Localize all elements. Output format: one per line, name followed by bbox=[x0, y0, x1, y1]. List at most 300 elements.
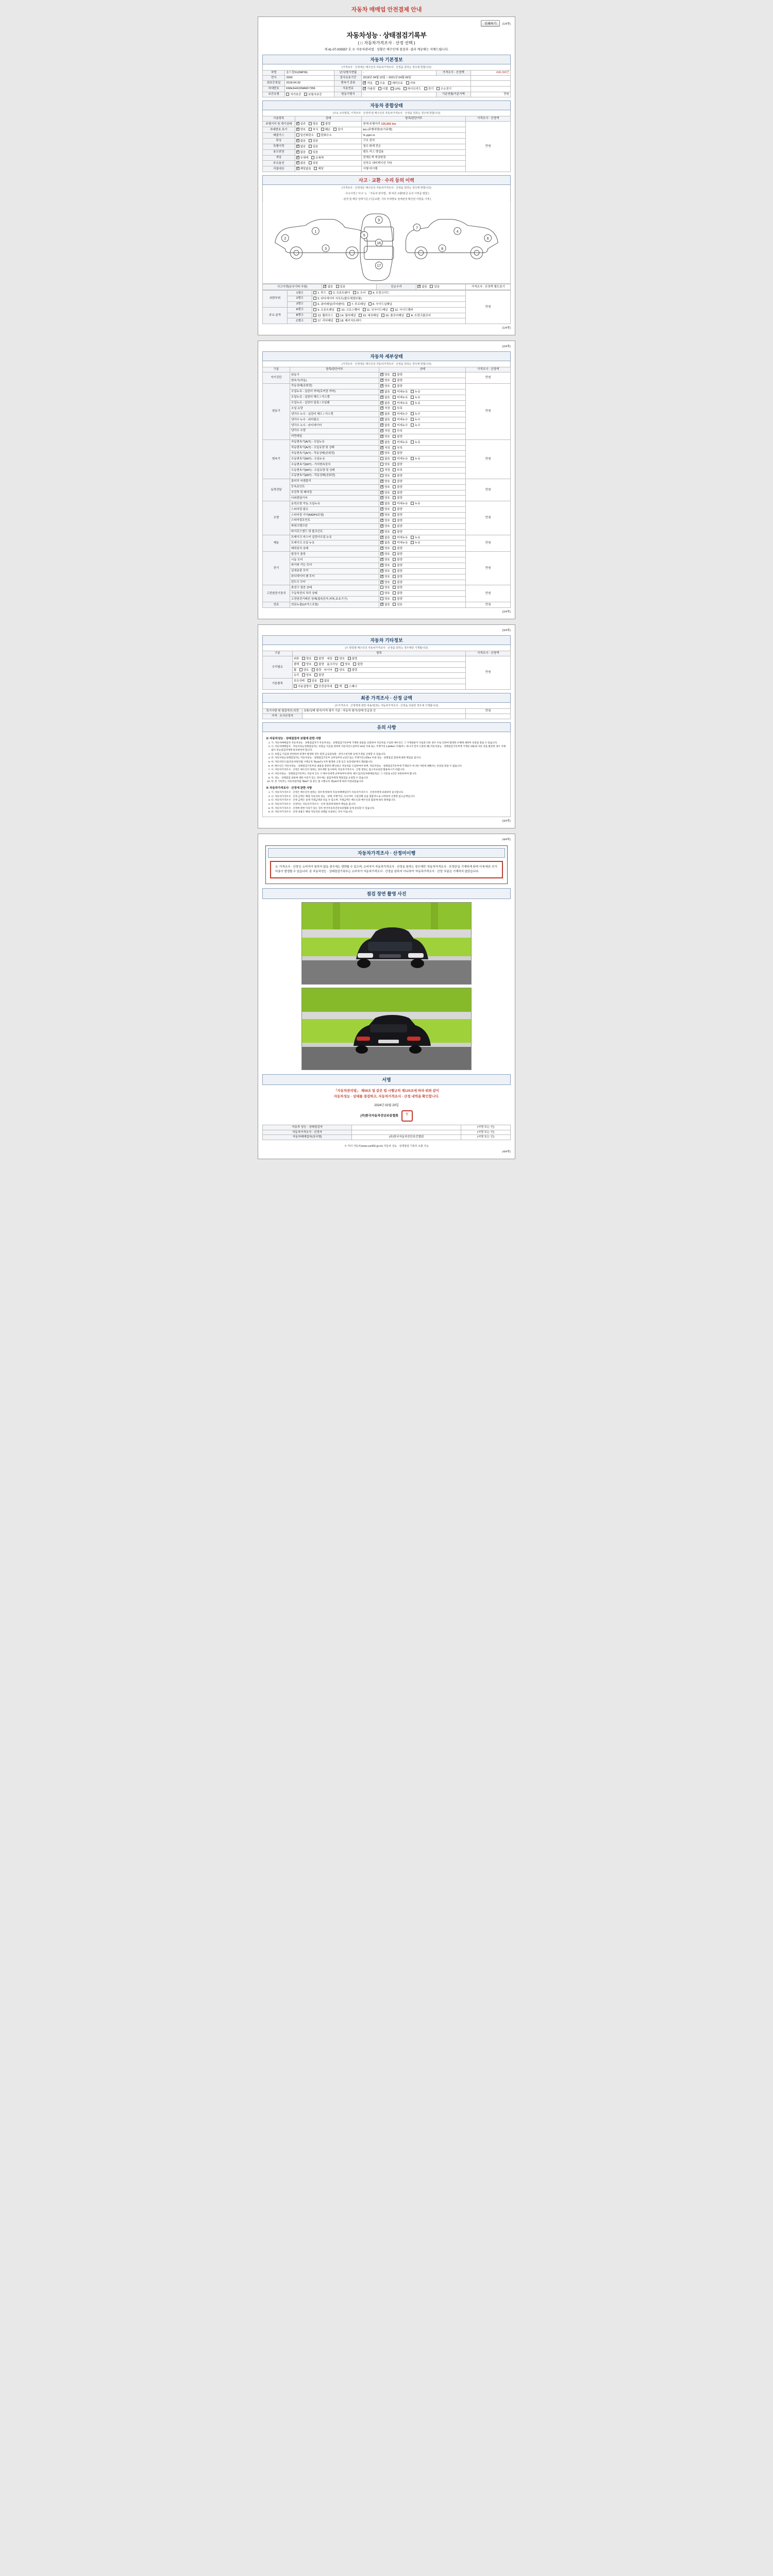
part-item[interactable]: 6. 쿼터패널(리어팬더) bbox=[313, 302, 344, 307]
part-item[interactable]: 11. 인사이드패널 bbox=[363, 308, 388, 312]
print-button[interactable]: 인쇄하기 bbox=[481, 20, 500, 27]
checkbox-icon[interactable] bbox=[380, 406, 383, 410]
checkbox-icon[interactable] bbox=[391, 87, 394, 90]
opt-1[interactable]: 양호 bbox=[335, 668, 345, 672]
opt-1[interactable]: ✓ 없음 bbox=[380, 390, 390, 394]
opt-2[interactable]: 있음 bbox=[393, 603, 402, 607]
checkbox-icon[interactable] bbox=[296, 150, 299, 154]
opt-3[interactable]: 누유 bbox=[411, 396, 421, 400]
opt[interactable]: 훼손 bbox=[321, 128, 331, 132]
checkbox-icon[interactable] bbox=[393, 468, 396, 471]
opt-1[interactable]: ✓ 양호 bbox=[380, 513, 390, 517]
opt-2[interactable]: 불량 bbox=[393, 474, 402, 478]
checkbox-icon[interactable] bbox=[309, 150, 312, 154]
checkbox-icon[interactable] bbox=[411, 502, 414, 505]
opt-bad[interactable]: 불량 bbox=[393, 373, 402, 377]
checkbox-icon[interactable] bbox=[393, 396, 396, 399]
opt-1[interactable]: ✓ 양호 bbox=[380, 564, 390, 568]
checkbox-icon[interactable] bbox=[406, 81, 409, 84]
part-item[interactable]: 4. 트렁크리드 bbox=[368, 291, 390, 295]
checkbox-icon[interactable] bbox=[296, 145, 299, 148]
opt-3[interactable]: 누수 bbox=[411, 423, 421, 428]
checkbox-icon[interactable] bbox=[323, 285, 326, 288]
checkbox-icon[interactable] bbox=[380, 480, 383, 483]
opt-2[interactable]: 불량 bbox=[393, 597, 402, 601]
opt-2[interactable]: 불량 bbox=[393, 530, 402, 534]
checkbox-icon[interactable] bbox=[393, 575, 396, 578]
part-item[interactable]: 16. 플로어패널 bbox=[381, 314, 404, 318]
opt-1[interactable]: ✓ 양호 bbox=[380, 575, 390, 579]
checkbox-icon[interactable] bbox=[380, 552, 383, 555]
checkbox-icon[interactable] bbox=[417, 285, 421, 288]
opt-1[interactable]: ✓ 없음 bbox=[380, 502, 390, 506]
opt-1[interactable]: ✓ 양호 bbox=[380, 552, 390, 556]
option-manual[interactable]: 수동 bbox=[376, 81, 385, 86]
checkbox-icon[interactable] bbox=[393, 390, 396, 393]
part-item[interactable]: 9. 프론트패널 bbox=[313, 308, 334, 312]
checkbox-icon[interactable] bbox=[296, 139, 299, 142]
opt[interactable]: ✓ 없음 bbox=[296, 150, 306, 155]
checkbox-icon[interactable] bbox=[380, 597, 383, 600]
opt-2[interactable]: 미세누유 bbox=[393, 401, 408, 405]
checkbox-icon[interactable] bbox=[424, 87, 427, 90]
checkbox-icon[interactable] bbox=[314, 663, 317, 666]
opt-2[interactable]: 부족 bbox=[393, 468, 402, 472]
checkbox-icon[interactable] bbox=[393, 384, 396, 387]
opt-2[interactable]: 미세누유 bbox=[393, 536, 408, 540]
opt-good[interactable]: ✓ 양호 bbox=[380, 373, 390, 377]
checkbox-icon[interactable] bbox=[393, 373, 396, 376]
part-item[interactable]: 18. 패키지트레이 bbox=[336, 319, 361, 323]
opt-2[interactable]: 미세누유 bbox=[393, 541, 408, 545]
opt-1[interactable]: 양호 bbox=[302, 663, 312, 667]
opt-2[interactable]: 불량 bbox=[314, 663, 324, 667]
checkbox-icon[interactable] bbox=[347, 302, 350, 306]
checkbox-icon[interactable] bbox=[393, 597, 396, 600]
opt[interactable]: 있음 bbox=[309, 161, 318, 165]
opt-1[interactable]: ✓ 양호 bbox=[380, 524, 390, 529]
part-item[interactable]: 5. 라디에이터 서포트(볼트체결부품) bbox=[313, 297, 362, 301]
checkbox-icon[interactable] bbox=[393, 586, 396, 589]
opt-1[interactable]: ✓ 적정 bbox=[380, 406, 390, 411]
checkbox-icon[interactable] bbox=[393, 429, 396, 432]
checkbox-icon[interactable] bbox=[380, 603, 383, 606]
opt-1[interactable]: 양호 bbox=[302, 673, 312, 677]
checkbox-icon[interactable] bbox=[380, 390, 383, 393]
checkbox-icon[interactable] bbox=[335, 685, 338, 688]
checkbox-icon[interactable] bbox=[296, 156, 299, 159]
checkbox-icon[interactable] bbox=[336, 285, 339, 288]
opt-3[interactable]: 누유 bbox=[411, 390, 421, 394]
checkbox-icon[interactable] bbox=[302, 663, 305, 666]
checkbox-icon[interactable] bbox=[313, 314, 316, 317]
opt-2[interactable]: 미세누수 bbox=[393, 423, 408, 428]
opt[interactable]: 일산화탄소 bbox=[296, 133, 314, 138]
checkbox-icon[interactable] bbox=[380, 468, 383, 471]
opt-2[interactable]: 불량 bbox=[393, 519, 402, 523]
checkbox-icon[interactable] bbox=[393, 581, 396, 584]
opt-2[interactable]: 불량 bbox=[393, 586, 402, 590]
opt-1[interactable]: 양호 bbox=[302, 657, 312, 661]
checkbox-icon[interactable] bbox=[378, 87, 381, 90]
part-item[interactable]: 13. 휠하우스 bbox=[313, 314, 333, 318]
checkbox-icon[interactable] bbox=[411, 423, 414, 427]
checkbox-icon[interactable] bbox=[380, 373, 383, 376]
checkbox-icon[interactable] bbox=[314, 167, 317, 170]
opt-2[interactable]: 미세누수 bbox=[393, 418, 408, 422]
checkbox-icon[interactable] bbox=[380, 519, 383, 522]
opt-1[interactable]: ✓ 없음 bbox=[380, 541, 390, 545]
opt-1[interactable]: ✓ 없음 bbox=[380, 412, 390, 416]
opt-2[interactable]: 불량 bbox=[393, 591, 402, 596]
opt-1[interactable]: ✓ 없음 bbox=[380, 418, 390, 422]
checkbox-icon[interactable] bbox=[393, 502, 396, 505]
opt-3[interactable]: 누수 bbox=[411, 412, 421, 416]
checkbox-icon[interactable] bbox=[336, 314, 339, 317]
checkbox-icon[interactable] bbox=[313, 302, 316, 306]
opt-2[interactable]: 불량 bbox=[393, 575, 402, 579]
checkbox-icon[interactable] bbox=[296, 133, 299, 137]
checkbox-icon[interactable] bbox=[380, 384, 383, 387]
checkbox-icon[interactable] bbox=[309, 122, 312, 125]
opt-2[interactable]: 부족 bbox=[393, 429, 402, 433]
checkbox-icon[interactable] bbox=[314, 657, 317, 660]
option-electric[interactable]: 전기 bbox=[424, 87, 434, 91]
option-other[interactable]: 기타 bbox=[406, 81, 416, 86]
opt-2[interactable]: 불량 bbox=[393, 558, 402, 562]
checkbox-icon[interactable] bbox=[320, 679, 323, 682]
opt-2[interactable]: 불량 bbox=[393, 463, 402, 467]
opt-3[interactable]: 누유 bbox=[411, 541, 421, 545]
part-item[interactable]: 7. 루프패널 bbox=[347, 302, 365, 307]
checkbox-icon[interactable] bbox=[309, 161, 312, 164]
checkbox-icon[interactable] bbox=[304, 93, 307, 96]
checkbox-icon[interactable] bbox=[393, 524, 396, 528]
checkbox-icon[interactable] bbox=[380, 379, 383, 382]
checkbox-icon[interactable] bbox=[393, 412, 396, 415]
opt-2[interactable]: 불량 bbox=[393, 552, 402, 556]
checkbox-icon[interactable] bbox=[393, 440, 396, 444]
checkbox-icon[interactable] bbox=[393, 401, 396, 404]
checkbox-icon[interactable] bbox=[393, 457, 396, 460]
checkbox-icon[interactable] bbox=[286, 93, 289, 96]
opt-2[interactable]: 불량 bbox=[393, 480, 402, 484]
opt-2[interactable]: 불량 bbox=[393, 491, 402, 495]
opt-2[interactable]: 미세누유 bbox=[393, 502, 408, 506]
opt-1[interactable]: 양호 bbox=[380, 463, 390, 467]
checkbox-icon[interactable] bbox=[380, 586, 383, 589]
checkbox-icon[interactable] bbox=[393, 558, 396, 561]
checkbox-icon[interactable] bbox=[299, 668, 303, 671]
option-lpg[interactable]: LPG bbox=[391, 87, 400, 91]
opt-1[interactable]: 양호 bbox=[335, 657, 345, 661]
checkbox-icon[interactable] bbox=[341, 663, 344, 666]
opt[interactable]: ✓ 무채색 bbox=[296, 156, 309, 160]
opt-good[interactable]: ✓ 양호 bbox=[380, 379, 390, 383]
checkbox-icon[interactable] bbox=[393, 591, 396, 595]
checkbox-icon[interactable] bbox=[411, 541, 414, 544]
checkbox-icon[interactable] bbox=[302, 673, 305, 676]
option-self-warranty[interactable]: 자가보증 bbox=[286, 93, 301, 97]
opt[interactable]: 해당 bbox=[314, 167, 324, 171]
opt-1[interactable]: 양호 bbox=[380, 586, 390, 590]
part-item[interactable]: 12. 사이드멤버 bbox=[391, 308, 413, 312]
checkbox-icon[interactable] bbox=[308, 679, 311, 682]
opt[interactable]: 상이 bbox=[333, 128, 343, 132]
checkbox-icon[interactable] bbox=[393, 480, 396, 483]
opt-1[interactable]: ✓ 없음 bbox=[380, 401, 390, 405]
checkbox-icon[interactable] bbox=[388, 81, 391, 84]
opt-2[interactable]: 불량 bbox=[314, 657, 324, 661]
checkbox-icon[interactable] bbox=[393, 496, 396, 499]
checkbox-icon[interactable] bbox=[411, 536, 414, 539]
opt-1[interactable]: ✓ 없음 bbox=[380, 603, 390, 607]
checkbox-icon[interactable] bbox=[380, 530, 383, 533]
opt-1[interactable]: 없음 bbox=[380, 457, 390, 461]
opt-none[interactable]: ✓ 없음 bbox=[323, 285, 333, 289]
opt-1[interactable]: ✓ 양호 bbox=[380, 558, 390, 562]
checkbox-icon[interactable] bbox=[393, 541, 396, 544]
checkbox-icon[interactable] bbox=[333, 128, 337, 131]
checkbox-icon[interactable] bbox=[380, 491, 383, 494]
checkbox-icon[interactable] bbox=[411, 412, 414, 415]
opt-spanner[interactable]: 스패너 bbox=[345, 685, 357, 689]
opt[interactable]: ✓ 없음 bbox=[296, 145, 306, 149]
checkbox-icon[interactable] bbox=[380, 435, 383, 438]
checkbox-icon[interactable] bbox=[321, 128, 324, 131]
opt-2[interactable]: 부족 bbox=[393, 406, 402, 411]
checkbox-icon[interactable] bbox=[314, 685, 317, 688]
checkbox-icon[interactable] bbox=[411, 396, 414, 399]
opt-2[interactable]: 불량 bbox=[393, 435, 402, 439]
checkbox-icon[interactable] bbox=[368, 291, 372, 294]
opt-2[interactable]: 미세누유 bbox=[393, 457, 408, 461]
checkbox-icon[interactable] bbox=[380, 440, 383, 444]
checkbox-icon[interactable] bbox=[348, 668, 351, 671]
checkbox-icon[interactable] bbox=[296, 167, 299, 170]
part-item[interactable]: 10. 크로스멤버 bbox=[337, 308, 360, 312]
checkbox-icon[interactable] bbox=[393, 530, 396, 533]
opt-3[interactable]: 누유 bbox=[411, 440, 421, 445]
opt[interactable]: 부식 bbox=[309, 128, 318, 132]
checkbox-icon[interactable] bbox=[380, 541, 383, 544]
checkbox-icon[interactable] bbox=[309, 145, 312, 148]
checkbox-icon[interactable] bbox=[380, 558, 383, 561]
opt[interactable]: 불량 bbox=[321, 122, 331, 126]
opt-2[interactable]: 불량 bbox=[393, 507, 402, 512]
opt-3[interactable]: 누유 bbox=[411, 502, 421, 506]
checkbox-icon[interactable] bbox=[294, 685, 297, 688]
opt-1[interactable]: ✓ 없음 bbox=[380, 536, 390, 540]
part-item[interactable]: 15. 대쉬패널 bbox=[359, 314, 378, 318]
opt-1[interactable]: ✓ 양호 bbox=[380, 451, 390, 455]
checkbox-icon[interactable] bbox=[393, 423, 396, 427]
option-insurer-warranty[interactable]: 보험사보증 bbox=[304, 93, 322, 97]
checkbox-icon[interactable] bbox=[348, 657, 351, 660]
opt-2[interactable]: 불량 bbox=[393, 524, 402, 529]
checkbox-icon[interactable] bbox=[411, 401, 414, 404]
checkbox-icon[interactable] bbox=[393, 564, 396, 567]
opt-1[interactable]: ✓ 양호 bbox=[380, 480, 390, 484]
checkbox-icon[interactable] bbox=[313, 319, 316, 322]
option-auto[interactable]: ✓ 자동 bbox=[363, 81, 373, 86]
checkbox-icon[interactable] bbox=[391, 308, 394, 311]
opt-2[interactable]: 불량 bbox=[348, 657, 358, 661]
opt[interactable]: 탄화수소 bbox=[317, 133, 332, 138]
checkbox-icon[interactable] bbox=[393, 552, 396, 555]
checkbox-icon[interactable] bbox=[407, 314, 410, 317]
opt[interactable]: ✓ 실주 bbox=[296, 122, 306, 126]
opt-triangle[interactable]: 안전삼각대 bbox=[314, 685, 332, 689]
option-hydrogen[interactable]: 수소전기 bbox=[436, 87, 451, 91]
opt-2[interactable]: 불량 bbox=[312, 668, 322, 672]
opt-2[interactable]: 불량 bbox=[353, 663, 363, 667]
checkbox-icon[interactable] bbox=[309, 139, 312, 142]
checkbox-icon[interactable] bbox=[380, 581, 383, 584]
checkbox-icon[interactable] bbox=[353, 291, 356, 294]
opt[interactable]: ✓ 해당없음 bbox=[296, 167, 311, 171]
option-semi[interactable]: 세미오토 bbox=[388, 81, 403, 86]
opt-2[interactable]: 미세누유 bbox=[393, 390, 408, 394]
opt-2[interactable]: 불량 bbox=[393, 513, 402, 517]
opt-1[interactable]: ✓ 양호 bbox=[380, 384, 390, 388]
part-item[interactable]: 17. 리어패널 bbox=[313, 319, 333, 323]
checkbox-icon[interactable] bbox=[393, 406, 396, 410]
option-diesel[interactable]: 디젤 bbox=[378, 87, 388, 91]
opt[interactable]: 양호 bbox=[309, 122, 318, 126]
checkbox-icon[interactable] bbox=[313, 297, 316, 300]
checkbox-icon[interactable] bbox=[376, 81, 379, 84]
checkbox-icon[interactable] bbox=[393, 536, 396, 539]
checkbox-icon[interactable] bbox=[393, 491, 396, 494]
option-gasoline[interactable]: ✓ 가솔린 bbox=[363, 87, 375, 91]
opt-2[interactable]: 미세누유 bbox=[393, 440, 408, 445]
checkbox-icon[interactable] bbox=[317, 133, 320, 137]
checkbox-icon[interactable] bbox=[393, 463, 396, 466]
checkbox-icon[interactable] bbox=[404, 87, 407, 90]
checkbox-icon[interactable] bbox=[313, 291, 316, 294]
checkbox-icon[interactable] bbox=[368, 302, 372, 306]
checkbox-icon[interactable] bbox=[380, 418, 383, 421]
checkbox-icon[interactable] bbox=[312, 668, 315, 671]
checkbox-icon[interactable] bbox=[353, 663, 356, 666]
checkbox-icon[interactable] bbox=[393, 519, 396, 522]
opt-1[interactable]: 양호 bbox=[299, 668, 309, 672]
checkbox-icon[interactable] bbox=[363, 87, 366, 90]
checkbox-icon[interactable] bbox=[381, 314, 384, 317]
checkbox-icon[interactable] bbox=[380, 412, 383, 415]
checkbox-icon[interactable] bbox=[393, 547, 396, 550]
checkbox-icon[interactable] bbox=[313, 308, 316, 311]
opt-1[interactable]: 있음 bbox=[308, 679, 317, 683]
checkbox-icon[interactable] bbox=[380, 536, 383, 539]
checkbox-icon[interactable] bbox=[380, 423, 383, 427]
checkbox-icon[interactable] bbox=[336, 319, 339, 322]
checkbox-icon[interactable] bbox=[380, 474, 383, 477]
checkbox-icon[interactable] bbox=[302, 657, 305, 660]
checkbox-icon[interactable] bbox=[380, 457, 383, 460]
opt-yes[interactable]: 있음 bbox=[430, 285, 440, 289]
checkbox-icon[interactable] bbox=[393, 435, 396, 438]
checkbox-icon[interactable] bbox=[380, 496, 383, 499]
opt-2[interactable]: 불량 bbox=[393, 485, 402, 489]
opt[interactable]: ✓ 양호 bbox=[296, 128, 306, 132]
checkbox-icon[interactable] bbox=[393, 418, 396, 421]
opt-1[interactable]: ✓ 양호 bbox=[380, 547, 390, 551]
checkbox-icon[interactable] bbox=[411, 390, 414, 393]
opt-2[interactable]: 미세누유 bbox=[393, 396, 408, 400]
opt-2[interactable]: 불량 bbox=[348, 668, 358, 672]
checkbox-icon[interactable] bbox=[363, 308, 366, 311]
opt-2[interactable]: 미세누수 bbox=[393, 412, 408, 416]
checkbox-icon[interactable] bbox=[393, 474, 396, 477]
checkbox-icon[interactable] bbox=[337, 308, 340, 311]
opt-none[interactable]: ✓ 없음 bbox=[417, 285, 427, 289]
checkbox-icon[interactable] bbox=[393, 451, 396, 454]
checkbox-icon[interactable] bbox=[311, 156, 314, 159]
opt-2[interactable]: 부족 bbox=[393, 446, 402, 450]
checkbox-icon[interactable] bbox=[380, 485, 383, 488]
checkbox-icon[interactable] bbox=[296, 128, 299, 131]
opt-yes[interactable]: 있음 bbox=[336, 285, 346, 289]
opt-1[interactable]: ✓ 없음 bbox=[380, 396, 390, 400]
opt-1[interactable]: ✓ 양호 bbox=[380, 530, 390, 534]
opt-2[interactable]: 불량 bbox=[393, 564, 402, 568]
checkbox-icon[interactable] bbox=[296, 161, 299, 164]
opt-2[interactable]: 불량 bbox=[393, 581, 402, 585]
checkbox-icon[interactable] bbox=[393, 446, 396, 449]
opt-2[interactable]: 불량 bbox=[393, 451, 402, 455]
opt-3[interactable]: 누수 bbox=[411, 418, 421, 422]
part-item[interactable]: 8. 사이드실패널 bbox=[368, 302, 392, 307]
opt-2[interactable]: 없음 bbox=[320, 679, 330, 683]
opt-2[interactable]: 불량 bbox=[393, 384, 402, 388]
checkbox-icon[interactable] bbox=[380, 502, 383, 505]
checkbox-icon[interactable] bbox=[380, 463, 383, 466]
opt-1[interactable]: ✓ 없음 bbox=[380, 440, 390, 445]
option-hybrid[interactable]: 하이브리드 bbox=[404, 87, 422, 91]
checkbox-icon[interactable] bbox=[380, 575, 383, 578]
checkbox-icon[interactable] bbox=[393, 379, 396, 382]
opt-jack[interactable]: 잭 bbox=[335, 685, 342, 689]
opt-3[interactable]: 누유 bbox=[411, 457, 421, 461]
opt-3[interactable]: 누유 bbox=[411, 401, 421, 405]
checkbox-icon[interactable] bbox=[314, 673, 317, 676]
opt-1[interactable]: ✓ 양호 bbox=[380, 496, 390, 500]
opt-1[interactable]: ✓ 양호 bbox=[380, 435, 390, 439]
checkbox-icon[interactable] bbox=[411, 418, 414, 421]
opt-1[interactable]: ✓ 양호 bbox=[380, 491, 390, 495]
checkbox-icon[interactable] bbox=[380, 429, 383, 432]
opt-2[interactable]: 불량 bbox=[314, 673, 324, 677]
checkbox-icon[interactable] bbox=[393, 569, 396, 572]
checkbox-icon[interactable] bbox=[436, 87, 440, 90]
opt[interactable]: ✓ 없음 bbox=[296, 161, 306, 165]
opt-1[interactable]: ✓ 양호 bbox=[380, 485, 390, 489]
checkbox-icon[interactable] bbox=[393, 513, 396, 516]
checkbox-icon[interactable] bbox=[296, 122, 299, 125]
opt[interactable]: ✓ 없음 bbox=[296, 139, 306, 143]
opt-1[interactable]: ✓ 양호 bbox=[380, 507, 390, 512]
checkbox-icon[interactable] bbox=[393, 603, 396, 606]
checkbox-icon[interactable] bbox=[335, 657, 338, 660]
checkbox-icon[interactable] bbox=[309, 128, 312, 131]
checkbox-icon[interactable] bbox=[380, 396, 383, 399]
opt[interactable]: 있음 bbox=[309, 150, 318, 155]
part-item[interactable]: 3. 도어 bbox=[353, 291, 366, 295]
opt-1[interactable]: ✓ 양호 bbox=[380, 581, 390, 585]
checkbox-icon[interactable] bbox=[380, 446, 383, 449]
